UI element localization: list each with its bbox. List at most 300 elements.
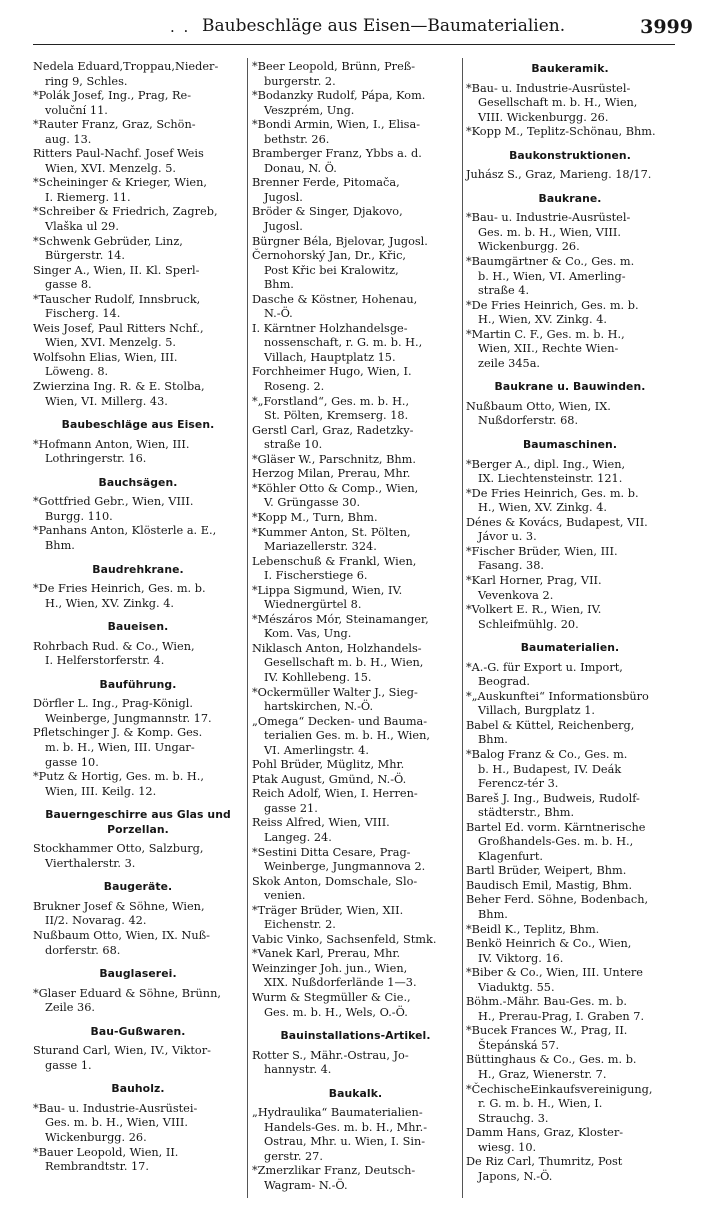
- section-heading: Baukonstruktionen.: [509, 148, 631, 162]
- entry-name-line: *Hofmann Anton, Wien, III.: [33, 437, 190, 451]
- entry-address-line: Ges. m. b. H., Wels, O.-Ö.: [264, 1005, 408, 1019]
- directory-entry: [252, 235, 459, 250]
- entry-address-line: städterstr., Bhm.: [478, 806, 575, 820]
- directory-entry: [33, 205, 243, 234]
- entry-name-line: Niklasch Anton, Holzhandels-: [252, 641, 422, 655]
- entry-name-line: Beher Ferd. Söhne, Bodenbach,: [466, 893, 649, 907]
- directory-entry: [252, 904, 459, 933]
- directory-entry: [252, 89, 459, 118]
- directory-entry: [33, 264, 243, 293]
- entry-name-line: *Beer Leopold, Brünn, Preß-: [252, 60, 416, 73]
- entry-address-line: r. G. m. b. H., Wien, I.: [478, 1097, 603, 1111]
- entry-address-line: Klagenfurt.: [478, 849, 543, 863]
- directory-entry: [466, 328, 674, 372]
- entry-name-line: *Bau- u. Industrie-Ausrüstel-: [466, 81, 631, 95]
- directory-entry: [33, 640, 243, 669]
- entry-address-line: Weinberge, Jungmannstr. 17.: [45, 711, 212, 725]
- directory-entry: [466, 545, 674, 574]
- section-heading: Baubeschläge aus Eisen.: [61, 418, 215, 432]
- directory-entry: [252, 205, 459, 234]
- directory-entry: [252, 584, 459, 613]
- entry-address-line: Bhm.: [45, 538, 75, 552]
- entry-name-line: *Bodanzky Rudolf, Pápa, Kom.: [252, 89, 426, 103]
- entry-name-line: Reich Adolf, Wien, I. Herren-: [252, 787, 418, 801]
- directory-entry: [466, 879, 674, 894]
- entry-address-line: Japons, N.-Ö.: [478, 1169, 553, 1183]
- entry-name-line: *Vanek Karl, Prerau, Mhr.: [252, 947, 401, 961]
- entry-name-line: Nußbaum Otto, Wien, IX. Nuß-: [33, 928, 210, 942]
- directory-entry: [466, 211, 674, 255]
- directory-entry: [252, 511, 459, 526]
- entry-address-line: Roseng. 2.: [264, 380, 325, 394]
- entry-name-line: Babel & Küttel, Reichenberg,: [466, 718, 635, 732]
- column-2: [252, 60, 459, 1194]
- entry-address-line: Kom. Vas, Ung.: [264, 627, 352, 641]
- entry-name-line: *A.-G. für Export u. Import,: [466, 660, 623, 674]
- entry-name-line: Benkö Heinrich & Co., Wien,: [466, 937, 632, 951]
- entry-address-line: bethstr. 26.: [264, 132, 330, 146]
- section-heading: Bau-Gußwaren.: [90, 1024, 186, 1038]
- entry-address-line: gerstr. 27.: [264, 1149, 323, 1163]
- entry-address-line: Jugosl.: [264, 220, 303, 234]
- directory-entry: [252, 1164, 459, 1193]
- entry-name-line: Rohrbach Rud. & Co., Wien,: [33, 639, 195, 653]
- directory-entry: [252, 787, 459, 816]
- section-heading: Bauglaserei.: [99, 967, 177, 981]
- entry-address-line: Langeg. 24.: [264, 830, 332, 844]
- directory-entry: [33, 900, 243, 929]
- entry-name-line: *De Fries Heinrich, Ges. m. b.: [33, 582, 206, 596]
- entry-address-line: gasse 8.: [45, 278, 92, 292]
- directory-entry: [466, 125, 674, 140]
- column-1: [33, 60, 243, 1175]
- entry-address-line: Wagram- N.-Ö.: [264, 1179, 348, 1193]
- entry-address-line: Jávor u. 3.: [478, 530, 537, 544]
- entry-name-line: *Lippa Sigmund, Wien, IV.: [252, 583, 403, 597]
- directory-entry: [33, 495, 243, 524]
- entry-name-line: *Schreiber & Friedrich, Zagreb,: [33, 205, 218, 219]
- entry-name-line: Dénes & Kovács, Budapest, VII.: [466, 515, 648, 529]
- section-heading: Bauholz.: [111, 1082, 165, 1096]
- directory-entry: [33, 842, 243, 871]
- section-heading: Baugeräte.: [103, 880, 173, 894]
- entry-name-line: Herzog Milan, Prerau, Mhr.: [252, 467, 411, 481]
- directory-entry: [33, 770, 243, 799]
- page-title: Baubeschläge aus Eisen—Baumaterialien.: [202, 16, 566, 36]
- directory-entry: [466, 719, 674, 748]
- entry-name-line: *Martin C. F., Ges. m. b. H.,: [466, 327, 625, 341]
- section-heading: Baueisen.: [107, 620, 169, 634]
- entry-address-line: Ges. m. b. H., Wien, VIII.: [45, 1116, 188, 1130]
- entry-address-line: Ostrau, Mhr. u. Wien, I. Sin-: [264, 1135, 426, 1149]
- entry-address-line: Donau, N. Ö.: [264, 161, 337, 175]
- directory-entry: [252, 176, 459, 205]
- entry-address-line: St. Pölten, Kremserg. 18.: [264, 409, 409, 423]
- entry-address-line: Ferencz-tér 3.: [478, 777, 559, 791]
- directory-entry: [252, 293, 459, 322]
- directory-entry: [33, 1102, 243, 1146]
- entry-name-line: „Hydraulika“ Baumaterialien-: [252, 1106, 423, 1120]
- entry-address-line: wiesg. 10.: [478, 1140, 537, 1154]
- entry-address-line: H., Wien, XV. Zinkg. 4.: [478, 501, 607, 515]
- entry-address-line: Villach, Burgplatz 1.: [478, 704, 595, 718]
- entry-name-line: *Sestini Ditta Cesare, Prag-: [252, 845, 411, 859]
- entry-address-line: Bürgerstr. 14.: [45, 249, 125, 263]
- directory-entry: [466, 893, 674, 922]
- directory-entry: [252, 118, 459, 147]
- directory-entry: [252, 526, 459, 555]
- entry-address-line: Gesellschaft m. b. H., Wien,: [478, 96, 638, 110]
- directory-entry: [252, 846, 459, 875]
- directory-entry: [252, 249, 459, 293]
- entry-name-line: Singer A., Wien, II. Kl. Sperl-: [33, 263, 200, 277]
- entry-address-line: straße 10.: [264, 438, 323, 452]
- entry-name-line: Vabic Vinko, Sachsenfeld, Stmk.: [252, 932, 437, 946]
- section-heading: Baukrane.: [538, 191, 602, 205]
- entry-name-line: *Glaser Eduard & Söhne, Brünn,: [33, 986, 221, 1000]
- entry-address-line: Beograd.: [478, 675, 530, 689]
- entry-address-line: terialien Ges. m. b. H., Wien,: [264, 729, 430, 743]
- entry-name-line: *Gläser W., Parschnitz, Bhm.: [252, 452, 416, 466]
- entry-address-line: Viaduktg. 55.: [478, 980, 555, 994]
- entry-address-line: Nußdorferstr. 68.: [478, 414, 579, 428]
- entry-name-line: *Träger Brüder, Wien, XII.: [252, 903, 404, 917]
- entry-name-line: *ČechischeEinkaufsvereinigung,: [466, 1082, 653, 1096]
- entry-name-line: *De Fries Heinrich, Ges. m. b.: [466, 486, 639, 500]
- entry-name-line: *Gottfried Gebr., Wien, VIII.: [33, 495, 194, 509]
- entry-address-line: II/2. Novarag. 42.: [45, 914, 147, 928]
- directory-entry: [252, 365, 459, 394]
- entry-address-line: Strauchg. 3.: [478, 1111, 549, 1125]
- directory-entry: [252, 424, 459, 453]
- directory-entry: [33, 293, 243, 322]
- directory-entry: [33, 1044, 243, 1073]
- entry-name-line: *Fischer Brüder, Wien, III.: [466, 544, 618, 558]
- entry-address-line: nossenschaft, r. G. m. b. H.,: [264, 336, 423, 350]
- entry-name-line: Reiss Alfred, Wien, VIII.: [252, 816, 390, 830]
- entry-address-line: aug. 13.: [45, 132, 92, 146]
- entry-name-line: I. Kärntner Holzhandelsge-: [252, 321, 408, 335]
- entry-name-line: Zwierzina Ing. R. & E. Stolba,: [33, 380, 205, 394]
- section-heading: Baumaschinen.: [522, 438, 618, 452]
- entry-address-line: zeile 345a.: [478, 356, 541, 370]
- entry-name-line: Bartel Ed. vorm. Kärntnerische: [466, 820, 646, 834]
- directory-entry: [252, 758, 459, 773]
- directory-entry: [33, 524, 243, 553]
- directory-entry: [466, 299, 674, 328]
- entry-address-line: Vlaška ul 29.: [45, 220, 119, 234]
- entry-address-line: gasse 21.: [264, 801, 318, 815]
- directory-entry: [252, 933, 459, 948]
- entry-name-line: Damm Hans, Graz, Kloster-: [466, 1126, 624, 1140]
- entry-name-line: Böhm.-Mähr. Bau-Ges. m. b.: [466, 995, 627, 1009]
- directory-entry: [466, 821, 674, 865]
- directory-entry: [33, 322, 243, 351]
- directory-entry: [252, 962, 459, 991]
- entry-name-line: Ptak August, Gmünd, N.-Ö.: [252, 772, 407, 786]
- entry-address-line: Vevenkova 2.: [478, 588, 554, 602]
- directory-entry: [466, 1024, 674, 1053]
- directory-entry: [466, 748, 674, 792]
- header-rule: [33, 44, 675, 45]
- entry-address-line: Bhm.: [478, 907, 508, 921]
- entry-name-line: Lebenschuß & Frankl, Wien,: [252, 554, 417, 568]
- entry-address-line: Wien, III. Keilg. 12.: [45, 784, 157, 798]
- section-heading: Baukalk.: [328, 1086, 383, 1100]
- directory-entry: [252, 322, 459, 366]
- entry-name-line: *Berger A., dipl. Ing., Wien,: [466, 457, 626, 471]
- entry-address-line: IV. Viktorg. 16.: [478, 951, 564, 965]
- directory-entry: [466, 516, 674, 545]
- directory-entry: [252, 875, 459, 904]
- directory-entry: [252, 613, 459, 642]
- entry-address-line: Veszprém, Ung.: [264, 103, 355, 117]
- directory-entry: [33, 929, 243, 958]
- section-heading: Bauführung.: [99, 677, 177, 691]
- section-heading: Baukeramik.: [531, 62, 609, 75]
- entry-address-line: ring 9, Schles.: [45, 74, 128, 88]
- section-heading: Baukrane u. Bauwinden.: [494, 380, 646, 394]
- section-heading: Bauinstallations-Artikel.: [280, 1029, 431, 1043]
- entry-address-line: Wien, VI. Millerg. 43.: [45, 394, 168, 408]
- entry-name-line: *Balog Franz & Co., Ges. m.: [466, 747, 628, 761]
- directory-entry: [466, 82, 674, 126]
- entry-address-line: Wiednergürtel 8.: [264, 598, 362, 612]
- directory-entry: [252, 147, 459, 176]
- entry-name-line: *Beidl K., Teplitz, Bhm.: [466, 922, 600, 936]
- entry-address-line: venien.: [264, 889, 306, 903]
- directory-entry: [466, 1053, 674, 1082]
- directory-entry: [33, 235, 243, 264]
- entry-address-line: I. Helferstorferstr. 4.: [45, 654, 165, 668]
- directory-entry: [466, 603, 674, 632]
- entry-address-line: Vierthalerstr. 3.: [45, 856, 136, 870]
- directory-entry: [33, 987, 243, 1016]
- entry-address-line: Löweng. 8.: [45, 365, 109, 379]
- directory-entry: [466, 864, 674, 879]
- directory-entry: [252, 467, 459, 482]
- entry-name-line: Dasche & Köstner, Hohenau,: [252, 292, 418, 306]
- entry-address-line: Wickenburgg. 26.: [45, 1131, 147, 1144]
- entry-address-line: IX. Liechtensteinstr. 121.: [478, 472, 623, 486]
- directory-entry: [466, 966, 674, 995]
- directory-entry: [33, 118, 243, 147]
- entry-address-line: voluční 11.: [45, 103, 108, 117]
- entry-address-line: Wickenburgg. 26.: [478, 240, 580, 254]
- entry-address-line: Gesellschaft m. b. H., Wien,: [264, 656, 424, 670]
- entry-name-line: Bramberger Franz, Ybbs a. d.: [252, 147, 422, 161]
- entry-address-line: Ges. m. b. H., Wien, VIII.: [478, 225, 621, 239]
- section-heading: Baudrehkrane.: [92, 562, 184, 576]
- entry-name-line: *Kopp M., Turn, Bhm.: [252, 510, 378, 524]
- entry-name-line: *Karl Horner, Prag, VII.: [466, 573, 602, 587]
- entry-name-line: Gerstl Carl, Graz, Radetzky-: [252, 423, 414, 437]
- entry-name-line: *Polák Josef, Ing., Prag, Re-: [33, 89, 192, 103]
- directory-entry: [466, 168, 674, 183]
- directory-entry: [252, 453, 459, 468]
- entry-address-line: Lothringerstr. 16.: [45, 452, 147, 466]
- directory-entry: [466, 923, 674, 938]
- entry-address-line: XIX. Nußdorferlände 1—3.: [264, 976, 417, 990]
- directory-entry: [466, 937, 674, 966]
- entry-name-line: *Volkert E. R., Wien, IV.: [466, 603, 602, 617]
- entry-address-line: Jugosl.: [264, 190, 303, 204]
- entry-address-line: H., Prerau-Prag, I. Graben 7.: [478, 1009, 645, 1023]
- entry-address-line: b. H., Budapest, IV. Deák: [478, 762, 622, 776]
- directory-entry: [466, 995, 674, 1024]
- section-heading: Bauerngeschirre aus Glas und Porzellan.: [45, 808, 231, 836]
- entry-address-line: hartskirchen, N.-Ö.: [264, 700, 374, 714]
- entry-address-line: N.-Ö.: [264, 307, 293, 321]
- directory-entry: [252, 1106, 459, 1164]
- directory-entry: [33, 438, 243, 467]
- entry-name-line: Sturand Carl, Wien, IV., Viktor-: [33, 1044, 211, 1058]
- entry-address-line: V. Grüngasse 30.: [264, 496, 361, 510]
- directory-entry: [466, 690, 674, 719]
- directory-entry: [33, 147, 243, 176]
- entry-name-line: *„Forstland“, Ges. m. b. H.,: [252, 394, 410, 408]
- column-divider-2: [462, 58, 463, 1198]
- entry-name-line: *Biber & Co., Wien, III. Untere: [466, 966, 643, 980]
- entry-address-line: straße 4.: [478, 284, 530, 298]
- directory-entry: [33, 351, 243, 380]
- entry-name-line: „Omega“ Decken- und Bauma-: [252, 714, 428, 728]
- entry-address-line: VI. Amerlingstr. 4.: [264, 743, 369, 757]
- entry-name-line: *Ockermüller Walter J., Sieg-: [252, 685, 418, 699]
- entry-name-line: *Rauter Franz, Graz, Schön-: [33, 118, 196, 132]
- column-divider-1: [247, 58, 248, 1198]
- entry-address-line: Fasang. 38.: [478, 559, 544, 573]
- entry-address-line: dorferstr. 68.: [45, 943, 121, 957]
- entry-name-line: De Riz Carl, Thumritz, Post: [466, 1155, 623, 1169]
- entry-name-line: *Bondi Armin, Wien, I., Elisa-: [252, 118, 421, 132]
- entry-name-line: *Schwenk Gebrüder, Linz,: [33, 234, 183, 248]
- directory-entry: [33, 1146, 243, 1175]
- section-heading: Bauchsägen.: [98, 475, 178, 489]
- entry-name-line: Baudisch Emil, Mastig, Bhm.: [466, 878, 633, 892]
- entry-address-line: gasse 1.: [45, 1058, 92, 1072]
- header-dots: . .: [170, 18, 191, 36]
- entry-name-line: Ritters Paul-Nachf. Josef Weis: [33, 147, 204, 161]
- entry-name-line: *Kummer Anton, St. Pölten,: [252, 525, 411, 539]
- entry-name-line: Stockhammer Otto, Salzburg,: [33, 842, 204, 856]
- directory-entry: [252, 773, 459, 788]
- entry-name-line: Weis Josef, Paul Ritters Nchf.,: [33, 321, 204, 335]
- entry-name-line: Brukner Josef & Söhne, Wien,: [33, 899, 205, 913]
- entry-address-line: m. b. H., Wien, III. Ungar-: [45, 740, 195, 754]
- directory-entry: [252, 60, 459, 89]
- entry-name-line: *Bau- u. Industrie-Ausrüstel-: [466, 211, 631, 225]
- entry-address-line: Štepánská 57.: [478, 1038, 560, 1052]
- entry-address-line: Wien, XVI. Menzelg. 5.: [45, 161, 176, 175]
- entry-name-line: Weinzinger Joh. jun., Wien,: [252, 961, 408, 975]
- directory-entry: [466, 1126, 674, 1155]
- entry-address-line: I. Fischerstiege 6.: [264, 569, 368, 583]
- directory-entry: [33, 697, 243, 726]
- entry-address-line: Weinberge, Jungmannova 2.: [264, 860, 426, 874]
- entry-address-line: Schleifmühlg. 20.: [478, 617, 579, 631]
- entry-address-line: VIII. Wickenburgg. 26.: [478, 110, 609, 124]
- entry-name-line: Bartl Brüder, Weipert, Bhm.: [466, 864, 627, 878]
- entry-address-line: Bhm.: [478, 733, 508, 747]
- entry-name-line: Brenner Ferde, Pitomača,: [252, 176, 400, 190]
- entry-address-line: IV. Kohllebeng. 15.: [264, 670, 372, 684]
- entry-name-line: Skok Anton, Domschale, Slo-: [252, 874, 418, 888]
- entry-name-line: *Baumgärtner & Co., Ges. m.: [466, 255, 635, 269]
- directory-entry: [252, 715, 459, 759]
- directory-entry: [466, 661, 674, 690]
- entry-name-line: *Scheininger & Krieger, Wien,: [33, 176, 207, 190]
- entry-name-line: Wolfsohn Elias, Wien, III.: [33, 350, 178, 364]
- directory-entry: [252, 947, 459, 962]
- entry-name-line: Pohl Brüder, Müglitz, Mhr.: [252, 758, 405, 772]
- directory-entry: [252, 482, 459, 511]
- entry-name-line: *Mészáros Mór, Steinamanger,: [252, 612, 429, 626]
- entry-address-line: b. H., Wien, VI. Amerling-: [478, 269, 626, 283]
- section-heading: Baumaterialien.: [520, 641, 620, 655]
- directory-entry: [252, 642, 459, 686]
- entry-name-line: Juhász S., Graz, Marieng. 18/17.: [466, 168, 652, 182]
- directory-entry: [466, 400, 674, 429]
- entry-name-line: Bareš J. Ing., Budweis, Rudolf-: [466, 791, 640, 805]
- entry-name-line: Bürgner Béla, Bjelovar, Jugosl.: [252, 234, 428, 248]
- entry-name-line: *Köhler Otto & Comp., Wien,: [252, 481, 419, 495]
- entry-name-line: Černohorský Jan, Dr., Křic,: [252, 249, 406, 263]
- entry-name-line: *Zmerzlikar Franz, Deutsch-: [252, 1164, 416, 1178]
- entry-name-line: *De Fries Heinrich, Ges. m. b.: [466, 298, 639, 312]
- directory-entry: [252, 816, 459, 845]
- directory-entry: [466, 792, 674, 821]
- entry-name-line: *Panhans Anton, Klösterle a. E.,: [33, 524, 217, 538]
- entry-address-line: H., Wien, XV. Zinkg. 4.: [45, 596, 174, 610]
- entry-name-line: Büttinghaus & Co., Ges. m. b.: [466, 1053, 637, 1067]
- entry-address-line: Großhandels-Ges. m. b. H.,: [478, 835, 634, 849]
- entry-name-line: Bröder & Singer, Djakovo,: [252, 205, 403, 219]
- entry-name-line: Nußbaum Otto, Wien, IX.: [466, 399, 611, 413]
- entry-address-line: Burgg. 110.: [45, 509, 113, 523]
- entry-name-line: *Bau- u. Industrie-Ausrüstei-: [33, 1101, 198, 1115]
- directory-entry: [33, 89, 243, 118]
- directory-entry: [33, 582, 243, 611]
- entry-name-line: *Kopp M., Teplitz-Schönau, Bhm.: [466, 125, 656, 139]
- entry-address-line: Wien, XVI. Menzelg. 5.: [45, 336, 176, 350]
- directory-entry: [252, 555, 459, 584]
- directory-entry: [252, 991, 459, 1020]
- column-3: [466, 60, 674, 1184]
- page-number: 3999: [640, 16, 693, 38]
- directory-entry: [33, 60, 243, 89]
- entry-name-line: *Bucek Frances W., Prag, II.: [466, 1024, 628, 1038]
- entry-name-line: *Tauscher Rudolf, Innsbruck,: [33, 292, 201, 306]
- page-header: [0, 0, 705, 50]
- entry-address-line: H., Graz, Wienerstr. 7.: [478, 1068, 607, 1081]
- entry-address-line: gasse 10.: [45, 755, 99, 769]
- entry-address-line: I. Riemerg. 11.: [45, 190, 131, 204]
- directory-entry: [466, 1155, 674, 1184]
- entry-name-line: Pfletschinger J. & Komp. Ges.: [33, 726, 203, 740]
- entry-address-line: Eichenstr. 2.: [264, 918, 336, 932]
- entry-address-line: Zeile 36.: [45, 1001, 96, 1015]
- entry-name-line: *Putz & Hortig, Ges. m. b. H.,: [33, 770, 204, 784]
- entry-name-line: Forchheimer Hugo, Wien, I.: [252, 365, 412, 379]
- directory-entry: [466, 1083, 674, 1127]
- directory-entry: [33, 726, 243, 770]
- entry-name-line: *„Auskunftei“ Informationsbüro: [466, 689, 649, 703]
- directory-entry: [33, 176, 243, 205]
- directory-entry: [466, 487, 674, 516]
- entry-name-line: Rotter S., Mähr.-Ostrau, Jo-: [252, 1048, 409, 1062]
- entry-name-line: Nedela Eduard,Troppau,Nieder-: [33, 60, 219, 73]
